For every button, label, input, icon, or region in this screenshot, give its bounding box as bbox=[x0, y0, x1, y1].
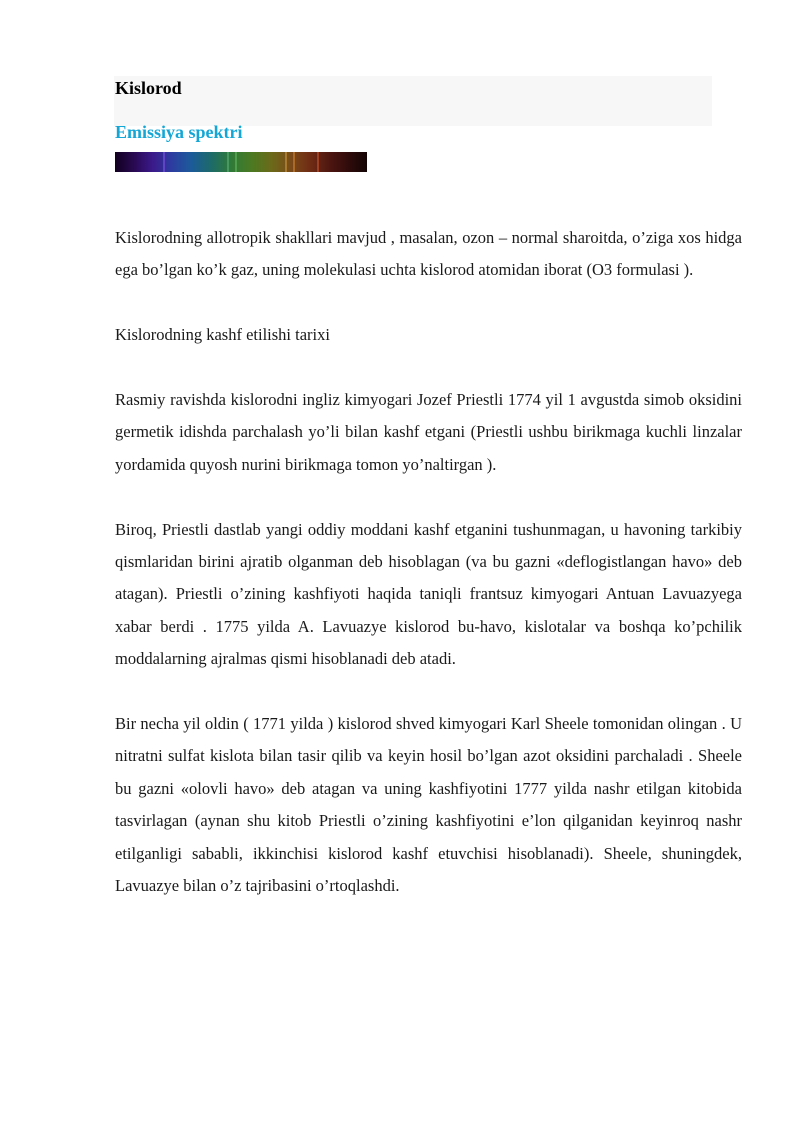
spectrum-line bbox=[235, 152, 237, 172]
page-title: Kislorod bbox=[115, 78, 182, 98]
section-heading: Kislorodning kashf etilishi tarixi bbox=[115, 325, 330, 345]
spectrum-line bbox=[317, 152, 319, 172]
paragraph: Biroq, Priestli dastlab yangi oddiy moddani kashf etganini tushunmagan, u havoning tarkibiy qismlaridan birini ajratib olganman deb hisoblagan (va bu gazni «deflogistlangan havo» deb atagan). Priestli o’zining kashfiyoti haqida taniqli frantsuz kimyogari Antuan Lavuazyega xabar berdi . 1775 yilda A. Lavuazye kislorod bu-havo, kislotalar va boshqa ko’pchilik moddalarning ajralmas qismi hisoblanadi deb atadi. bbox=[115, 519, 742, 669]
paragraph: Bir necha yil oldin ( 1771 yilda ) kislorod shved kimyogari Karl Sheele tomonidan olingan . U nitratni sulfat kislota bilan tasir qilib va keyin hosil bo’lgan azot oksidini parchaladi . Sheele bu gazni «olovli havo» deb atagan va uning kashfiyotini 1777 yilda nashr etilgan kitobida tasvirlagan (aynan shu kitob Priestli o’zining kashfiyotini e’lon qilganidan keyinroq nashr etilganligi sababli, ikkinchisi kislorod kashf etuvchisi hisoblanadi). Sheele, shuningdek, Lavuazye bilan o’z tajribasini o’rtoqlashdi. bbox=[115, 714, 742, 896]
paragraph: Rasmiy ravishda kislorodni ingliz kimyogari Jozef Priestli 1774 yil 1 avgustda simob oksidini germetik idishda parchalash yo’li bilan kashf etgani (Priestli ushbu birikmaga kuchli linzalar yordamida quyosh nurini birikmaga tomon yo’naltirgan ). bbox=[115, 390, 742, 474]
spectrum-line bbox=[163, 152, 165, 172]
spectrum-line bbox=[285, 152, 287, 172]
spectrum-line bbox=[293, 152, 295, 172]
emission-spectrum-image bbox=[115, 152, 367, 172]
paragraph: Kislorodning allotropik shakllari mavjud , masalan, ozon – normal sharoitda, o’ziga xos hidga ega bo’lgan ko’k gaz, uning molekulasi uchta kislorod atomidan iborat (O3 formulasi ). bbox=[115, 228, 742, 280]
header-band bbox=[114, 76, 712, 126]
section-subtitle: Emissiya spektri bbox=[115, 122, 243, 142]
document-body bbox=[115, 222, 742, 935]
spectrum-line bbox=[227, 152, 229, 172]
